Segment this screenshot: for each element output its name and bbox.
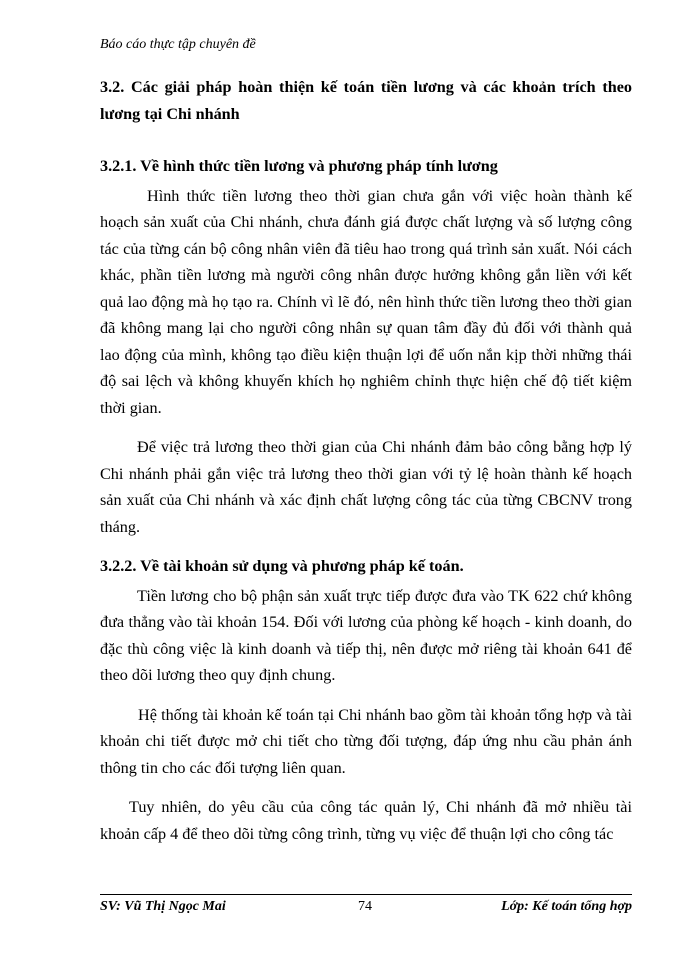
footer-student: SV: Vũ Thị Ngọc Mai — [100, 899, 226, 914]
subsection-heading-1: 3.2.1. Về hình thức tiền lương và phương pháp tính lương — [100, 157, 498, 175]
paragraph: Hình thức tiền lương theo thời gian chưa gắn với việc hoàn thành kế hoạch sản xuất của Chi nhánh, chưa đánh giá được chất lượng và số lượng công tác của từng cán bộ công nhân viên đã tiêu hao trong quá trình sản xuất. Nói cách khác, phần tiền lương mà người công nhân được hưởng không gắn liền với kết quả lao động mà họ tạo ra. Chính vì lẽ đó, nên hình thức tiền lương theo thời gian đã không mang lại cho người công nhân sự quan tâm đầy đủ đối với thành quả lao động của mình, không tạo điều kiện thuận lợi để uốn nắn kịp thời những thái độ sai lệch và không khuyến khích họ nghiêm chỉnh thực hiện chế độ tiết kiệm thời gian. — [100, 186, 632, 417]
paragraph: Hệ thống tài khoản kế toán tại Chi nhánh bao gồm tài khoản tổng hợp và tài khoản chi tiết được mở chi tiết cho từng đối tượng, đáp ứng nhu cầu phản ánh thông tin cho các đối tượng liên quan. — [100, 705, 632, 777]
page-content — [100, 74, 632, 860]
page-number: 74 — [358, 899, 372, 914]
page-footer — [100, 899, 632, 919]
footer-class: Lớp: Kế toán tổng hợp — [501, 899, 632, 914]
footer-divider — [100, 894, 632, 895]
paragraph: Tiền lương cho bộ phận sản xuất trực tiếp được đưa vào TK 622 chứ không đưa thẳng vào tài khoản 154. Đối với lương của phòng kế hoạch - kinh doanh, do đặc thù công việc là kinh doanh và tiếp thị, nên được mở riêng tài khoản 641 để theo dõi lương theo quy định chung. — [100, 586, 632, 684]
section-heading: 3.2. Các giải pháp hoàn thiện kế toán tiền lương và các khoản trích theo lương tại Chi nhánh — [100, 78, 632, 123]
page-header: Báo cáo thực tập chuyên đề — [100, 37, 256, 52]
paragraph: Để việc trả lương theo thời gian của Chi nhánh đảm bảo công bằng hợp lý Chi nhánh phải gắn việc trả lương theo thời gian với tỷ lệ hoàn thành kế hoạch sản xuất của Chi nhánh và xác định chất lượng công tác của từng CBCNV trong tháng. — [100, 438, 632, 536]
paragraph: Tuy nhiên, do yêu cầu của công tác quản lý, Chi nhánh đã mở nhiều tài khoản cấp 4 để theo dõi từng công trình, từng vụ việc để thuận lợi cho công tác — [100, 798, 632, 843]
subsection-heading-2: 3.2.2. Về tài khoản sử dụng và phương pháp kế toán. — [100, 557, 464, 575]
